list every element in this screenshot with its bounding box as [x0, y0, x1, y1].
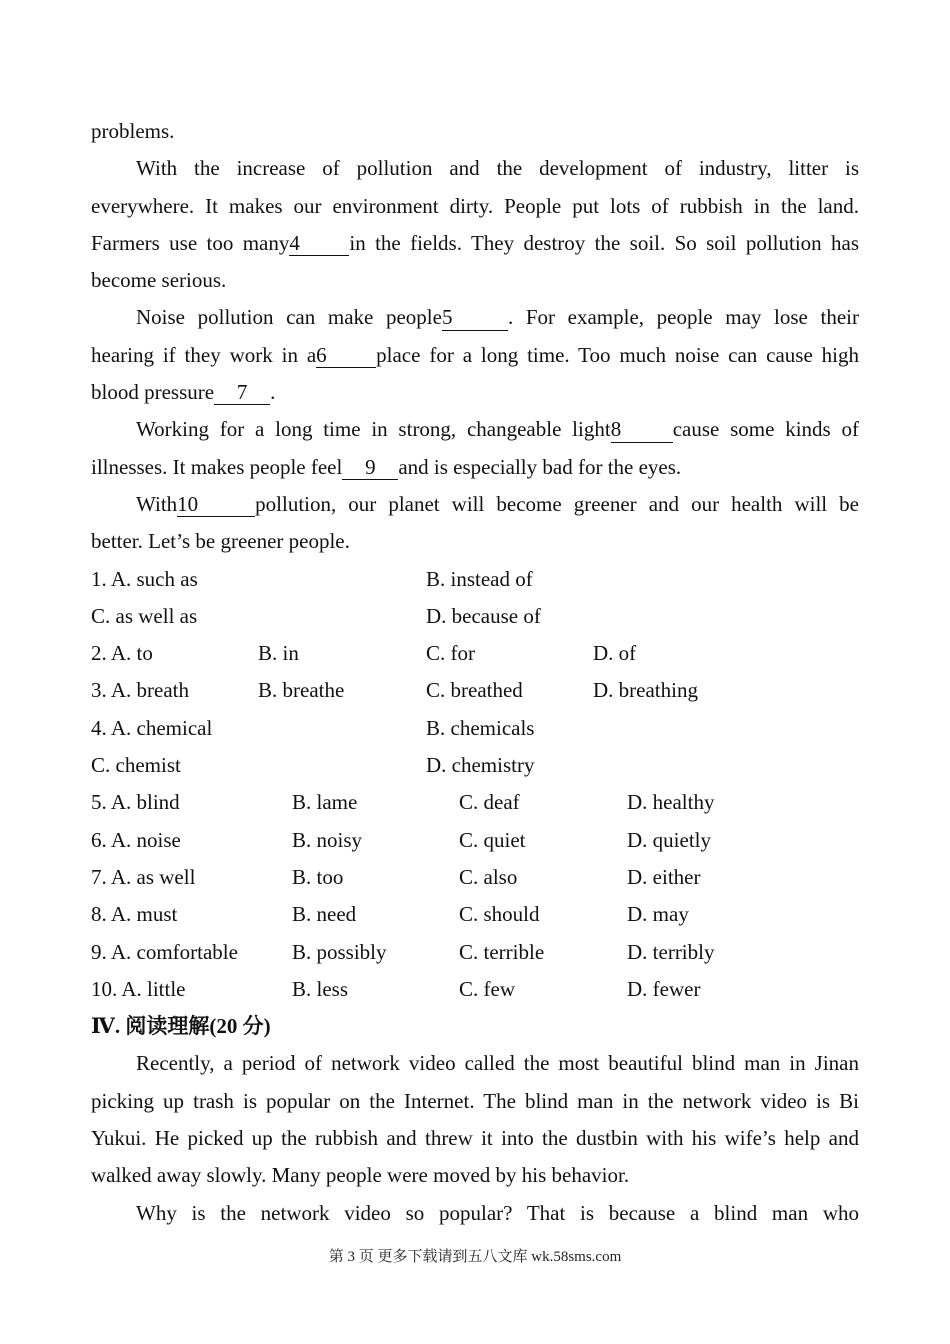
passage-text: Noise pollution can make people	[136, 305, 442, 330]
reading-line: Why is the network video so popular? That is because a blind man who	[136, 1200, 859, 1225]
reading-line: Yukui. He picked up the rubbish and threw it into the dustbin with his wife’s help and	[91, 1126, 859, 1151]
passage-paragraph-3	[91, 411, 859, 486]
option-a: 8. A. must	[91, 902, 178, 927]
options-list	[91, 561, 859, 1009]
option-a: 7. A. as well	[91, 864, 196, 889]
option-a: 5. A. blind	[91, 790, 180, 815]
blank-7: 7	[214, 380, 270, 405]
option-d: D. terribly	[627, 939, 715, 964]
reading-line: picking up trash is popular on the Internet. The blind man in the network video is Bi	[91, 1088, 859, 1113]
passage-text: blood pressure	[91, 380, 215, 405]
passage-line: everywhere. It makes our environment dirty. People put lots of rubbish in the land.	[91, 193, 859, 218]
option-b: B. possibly	[292, 939, 387, 964]
passage-paragraph-2	[91, 299, 859, 411]
passage-line: problems.	[91, 119, 175, 143]
option-c: C. quiet	[459, 827, 526, 852]
option-c: C. terrible	[459, 939, 545, 964]
document-page	[91, 113, 859, 1232]
option-row-q3	[91, 672, 859, 709]
option-d: D. of	[593, 641, 637, 666]
passage-text: .	[270, 380, 276, 405]
option-row-q2	[91, 635, 859, 672]
option-b: B. noisy	[292, 827, 363, 852]
passage-line: With the increase of pollution and the development of industry, litter is	[136, 156, 859, 181]
option-row-q6	[91, 822, 859, 859]
option-d: D. chemistry	[426, 753, 535, 778]
passage-text: Farmers use too many	[91, 230, 290, 255]
option-row-q10	[91, 971, 859, 1008]
option-b: B. too	[292, 864, 344, 889]
option-b: B. instead of	[426, 566, 533, 591]
option-c: C. deaf	[459, 790, 520, 815]
reading-line: Recently, a period of network video called the most beautiful blind man in Jinan	[136, 1051, 859, 1076]
reading-paragraph-1	[91, 1045, 859, 1194]
option-b: B. need	[292, 902, 357, 927]
option-b: B. in	[258, 641, 299, 666]
passage-line	[91, 337, 859, 374]
option-b: B. breathe	[258, 678, 345, 703]
option-d: D. healthy	[627, 790, 715, 815]
passage-line	[91, 411, 859, 448]
option-a: 3. A. breath	[91, 678, 189, 703]
passage-line	[91, 225, 859, 262]
blank-8: 8	[611, 417, 673, 442]
blank-6: 6	[316, 343, 376, 368]
blank-10: 10	[177, 492, 255, 517]
section-heading: Ⅳ. 阅读理解(20 分)	[91, 1014, 271, 1039]
option-d: D. either	[627, 864, 701, 889]
passage-text: and is especially bad for the eyes.	[398, 454, 682, 479]
passage-line: better. Let’s be greener people.	[91, 529, 350, 554]
option-b: B. less	[292, 976, 349, 1001]
passage-text: illnesses. It makes people feel	[91, 454, 343, 479]
passage-text: hearing if they work in a	[91, 342, 317, 367]
passage-line	[91, 299, 859, 336]
option-row-q8	[91, 896, 859, 933]
passage-line	[91, 374, 859, 411]
option-b: B. lame	[292, 790, 358, 815]
option-c: C. few	[459, 976, 515, 1001]
passage-text: pollution, our planet will become greener and our health will be	[255, 491, 859, 516]
option-row-q9	[91, 934, 859, 971]
blank-9: 9	[342, 455, 398, 480]
option-a: 10. A. little	[91, 976, 186, 1001]
option-a: 2. A. to	[91, 641, 153, 666]
option-a: 9. A. comfortable	[91, 939, 238, 964]
blank-5: 5	[442, 305, 508, 330]
option-c: C. for	[426, 641, 475, 666]
passage-lead	[91, 113, 859, 150]
option-row-q1-cont	[91, 598, 859, 635]
passage-text: place for a long time. Too much noise can cause high	[376, 342, 859, 367]
option-b: B. chemicals	[426, 715, 535, 740]
option-a: 1. A. such as	[91, 566, 198, 591]
passage-line: become serious.	[91, 268, 227, 293]
passage-text: in the fields. They destroy the soil. So soil pollution has	[349, 230, 860, 255]
option-d: D. may	[627, 902, 689, 927]
passage-line	[91, 449, 859, 486]
blank-4: 4	[289, 231, 349, 256]
page-footer: 第 3 页 更多下载请到五八文库 wk.58sms.com	[328, 1249, 622, 1265]
option-row-q4-cont	[91, 747, 859, 784]
option-c: C. breathed	[426, 678, 523, 703]
option-c: C. should	[459, 902, 540, 927]
passage-text: With	[136, 491, 178, 516]
passage-text: cause some kinds of	[672, 417, 859, 442]
option-c: C. as well as	[91, 603, 198, 628]
option-c: C. also	[459, 864, 518, 889]
passage-text: . For example, people may lose their	[507, 305, 859, 330]
option-a: 4. A. chemical	[91, 715, 213, 740]
option-row-q4	[91, 710, 859, 747]
option-d: D. breathing	[593, 678, 698, 703]
passage-line	[91, 486, 859, 523]
option-c: C. chemist	[91, 753, 181, 778]
reading-paragraph-2	[91, 1195, 859, 1232]
option-row-q5	[91, 784, 859, 821]
option-a: 6. A. noise	[91, 827, 181, 852]
option-row-q7	[91, 859, 859, 896]
option-row-q1	[91, 561, 859, 598]
option-d: D. fewer	[627, 976, 701, 1001]
passage-text: Working for a long time in strong, changeable light	[136, 417, 611, 442]
passage-paragraph-4	[91, 486, 859, 561]
option-d: D. because of	[426, 603, 541, 628]
passage-paragraph-1	[91, 150, 859, 299]
reading-line: walked away slowly. Many people were moved by his behavior.	[91, 1163, 630, 1188]
option-d: D. quietly	[627, 827, 711, 852]
